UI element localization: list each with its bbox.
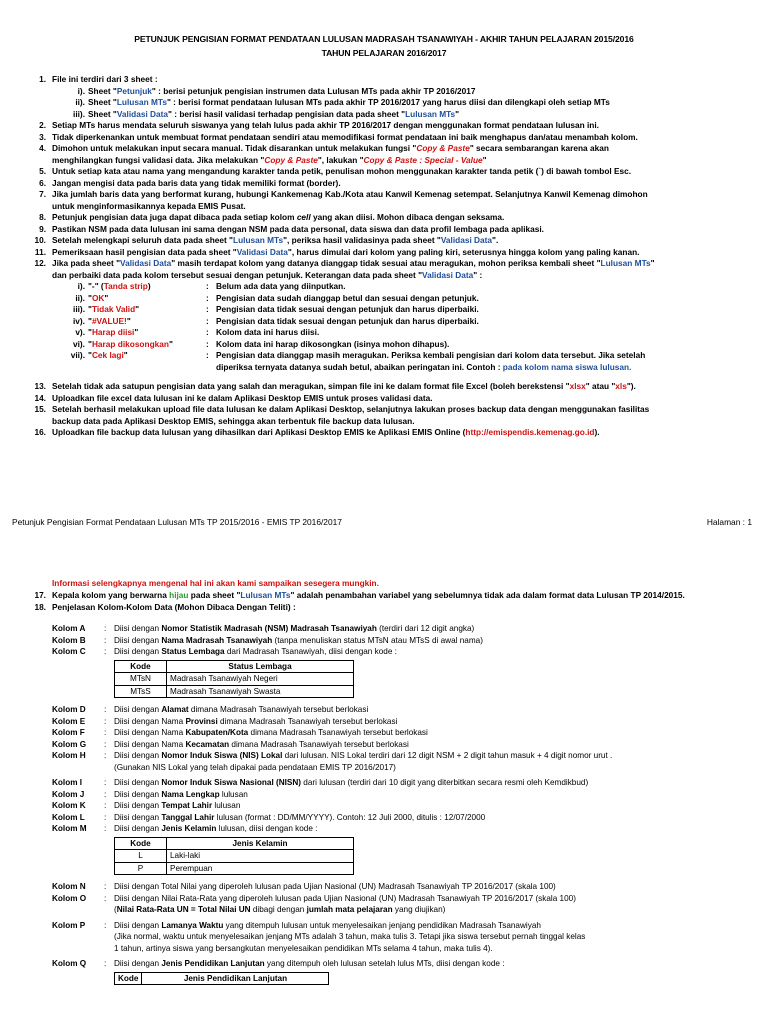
column-row: Kolom I : Diisi dengan Nomor Induk Siswa Nasional (NISN) dari lulusan (terdiri dari 10 digit yang diterbitkan secara resmi oleh Kemdikbud)	[52, 778, 589, 787]
column-row: Kolom G : Diisi dengan Nama Kecamatan dimana Madrasah Tsanawiyah tersebut berlokasi	[52, 739, 409, 749]
list-item: 8. Petunjuk pengisian data juga dapat dibaca pada setiap kolom cell yang akan diisi. Mohon dibaca dengan seksama.	[39, 212, 505, 222]
list-item: 3. Tidak diperkenankan untuk membuat format pendataan sendiri atau memodifikasi format pendataan ini baik menghapus dan/atau menambah kolom.	[39, 131, 638, 142]
validation-note: ii). "OK" : Pengisian data sudah dianggap betul dan sesuai dengan petunjuk.	[75, 292, 479, 303]
list-item: 18. Penjelasan Kolom-Kolom Data (Mohon Dibaca Dengan Teliti) :	[34, 601, 296, 612]
list-item: 10. Setelah melengkapi seluruh data pada sheet "Lulusan MTs", periksa hasil validasinya pada sheet "Validasi Data".	[34, 235, 499, 245]
list-item: 7. Jika jumlah baris data yang berformat kurang, hubungi Kankemenag Kab./Kota atau Kanwil Kemenag setempat. Selanjutnya Kanwil Kemenag dimohon untuk menginformasikannya kepada EMIS Pusat.	[39, 189, 648, 211]
column-row: Kolom F : Diisi dengan Nama Kabupaten/Kota dimana Madrasah Tsanawiyah tersebut berlokasi	[52, 728, 428, 737]
sub-item: i). Sheet "Petunjuk" : berisi petunjuk pengisian instrumen data Lulusan MTs pada akhir TP 2016/2017	[77, 85, 476, 96]
column-row: Kolom H : Diisi dengan Nomor Induk Siswa (NIS) Lokal dari lulusan. NIS Lokal terdiri dari 12 digit NSM + 2 digit tahun masuk + 4 digit nomor urut . (Gunakan NIS Lokal yang telah dipakai pada pendataan EMIS TP 2016/2017)	[52, 751, 613, 772]
list-item: 5. Untuk setiap kata atau nama yang mengandung karakter tanda petik, penulisan mohon menggunakan karakter tanda petik (`) di bawah tombol Esc.	[39, 166, 632, 176]
validation-note: iv). "#VALUE!" : Pengisian data tidak sesuai dengan petunjuk dan harus diperbaiki.	[73, 315, 479, 326]
emis-online-link[interactable]: http://emispendis.kemenag.go.id	[465, 427, 595, 437]
list-item: 12. Jika pada sheet "Validasi Data" masih terdapat kolom yang datanya dianggap tidak sesuai atau meragukan, mohon periksa kembali sheet "Lulusan MTs" dan perbaiki data pada kolom tersebut sesuai dengan petunjuk. Keterangan data pada sheet "Validasi Data" :	[34, 258, 655, 280]
column-row: Kolom C : Diisi dengan Status Lembaga dari Madrasah Tsanawiyah, diisi dengan kode :	[52, 647, 397, 656]
list-item: 1. File ini terdiri dari 3 sheet :	[39, 74, 158, 84]
footer-page-number: Halaman : 1	[706, 517, 752, 527]
column-row: Kolom E : Diisi dengan Nama Provinsi dimana Madrasah Tsanawiyah tersebut berlokasi	[52, 716, 398, 726]
status-lembaga-table: Kode Status Lembaga MTsN Madrasah Tsanawiyah Negeri MTsS Madrasah Tsanawiyah Swasta	[114, 660, 354, 699]
table-row: MTsN Madrasah Tsanawiyah Negeri	[115, 673, 354, 686]
list-item: 13. Setelah tidak ada satupun pengisian data yang salah dan meragukan, simpan file ini ke dalam format file Excel (boleh berekstensi "xlsx" atau "xls").	[34, 381, 636, 391]
footer-document-label: Petunjuk Pengisian Format Pendataan Lulusan MTs TP 2015/2016 - EMIS TP 2016/2017	[12, 517, 342, 527]
pendidikan-lanjutan-table: Kode Jenis Pendidikan Lanjutan	[114, 972, 329, 986]
column-row: Kolom M : Diisi dengan Jenis Kelamin lulusan, diisi dengan kode :	[52, 824, 318, 833]
info-notice: Informasi selengkapnya mengenal hal ini akan kami sampaikan sesegera mungkin.	[52, 578, 379, 588]
validation-note: iii). "Tidak Valid" : Pengisian data tidak sesuai dengan petunjuk dan harus diperbaiki.	[73, 304, 479, 314]
list-item: 15. Setelah berhasil melakukan upload file data lulusan ke dalam Aplikasi Desktop, selanjutnya lakukan proses backup data dengan menggunakan fasilitas backup data pada Aplikasi Desktop EMIS, sehingga akan terbentuk file backup data lulusan.	[34, 404, 650, 426]
jenis-kelamin-table: Kode Jenis Kelamin L Laki-laki P Perempuan	[114, 837, 354, 876]
list-item: 4. Dimohon untuk melakukan input secara manual. Tidak disarankan untuk melakukan fungsi "Copy & Paste" secara sembarangan karena akan menghilangkan fungsi validasi data. Jika melakukan "Copy & Paste", lakukan "Copy & Paste : Special - Value"	[39, 143, 609, 165]
column-descriptions	[52, 623, 752, 991]
list-item: 14. Uploadkan file excel data lulusan ini ke dalam Aplikasi Desktop EMIS untuk proses validasi data.	[34, 392, 433, 403]
validation-note: i). "-" (Tanda strip) : Belum ada data yang diinputkan.	[77, 281, 346, 291]
column-row: Kolom K : Diisi dengan Tempat Lahir lulusan	[52, 801, 241, 810]
column-row: Kolom N : Diisi dengan Total Nilai yang diperoleh lulusan pada Ujian Nasional (UN) Madrasah Tsanawiyah TP 2016/2017 (skala 100)	[52, 882, 556, 891]
column-row: Kolom Q : Diisi dengan Jenis Pendidikan Lanjutan yang ditempuh oleh lulusan setelah lulus MTs, diisi dengan kode :	[52, 959, 505, 968]
column-row: Kolom P : Diisi dengan Lamanya Waktu yang ditempuh lulusan untuk menyelesaikan jenjang pendidikan Madrasah Tsanawiyah (Jika normal, waktu untuk menyelesaikan jenjang MTs adalah 3 tahun, maka tulis 3. Tetapi jika siswa tersebut pernah tinggal kelas 1 tahun, artinya siswa yang bersangkutan menyelesaikan pendidikan MTs selama 4 tahun, maka tulis 4).	[52, 920, 586, 953]
instruction-list-continued	[22, 590, 742, 613]
column-row: Kolom O : Diisi dengan Nilai Rata-Rata yang diperoleh lulusan pada Ujian Nasional (UN) Madrasah Tsanawiyah TP 2016/2017 (skala 100) (Nilai Rata-Rata UN = Total Nilai UN dibagi dengan jumlah mata pelajaran yang diujikan)	[52, 893, 576, 914]
document-subtitle: TAHUN PELAJARAN 2016/2017	[321, 48, 447, 58]
list-item: 11. Pemeriksaan hasil pengisian data pada sheet "Validasi Data", harus dimulai dari kolom yang paling kiri, seterusnya hingga kolom yang paling kanan.	[34, 246, 640, 257]
column-row: Kolom D : Diisi dengan Alamat dimana Madrasah Tsanawiyah tersebut berlokasi	[52, 705, 369, 714]
list-item: 9. Pastikan NSM pada data lulusan ini sama dengan NSM pada data personal, data siswa dan data profil lembaga pada aplikasi.	[39, 223, 544, 234]
column-row: Kolom L : Diisi dengan Tanggal Lahir lulusan (format : DD/MM/YYYY). Contoh: 12 Juli 2000, ditulis : 12/07/2000	[52, 812, 486, 822]
list-item: 17. Kepala kolom yang berwarna hijau pada sheet "Lulusan MTs" adalah penambahan variabel yang sebelumnya tidak ada dalam format data Lulusan TP 2014/2015.	[34, 590, 685, 600]
validation-note: vi). "Harap dikosongkan" : Kolom data ini harap dikosongkan (isinya mohon dihapus).	[73, 338, 450, 349]
validation-note: vii). "Cek lagi" : Pengisian data dianggap masih meragukan. Periksa kembali pengisian dari kolom data tersebut. Jika setelah diperiksa ternyata datanya sudah betul, abaikan peringatan ini. Contoh : pada kolom nama siswa lulusan.	[70, 350, 646, 372]
list-item: 6. Jangan mengisi data pada baris data yang tidak memiliki format (border).	[39, 177, 341, 188]
document-title: PETUNJUK PENGISIAN FORMAT PENDATAAN LULUSAN MADRASAH TSANAWIYAH - AKHIR TAHUN PELAJARAN 2015/2016	[134, 34, 634, 44]
instruction-list	[22, 74, 742, 439]
list-item: 2. Setiap MTs harus mendata seluruh siswanya yang telah lulus pada akhir TP 2016/2017 dengan menggunakan format pendataan lulusan ini.	[39, 120, 599, 130]
table-row: MTsS Madrasah Tsanawiyah Swasta	[115, 685, 354, 698]
column-row: Kolom B : Diisi dengan Nama Madrasah Tsanawiyah (tanpa menuliskan status MTsN atau MTsS di awal nama)	[52, 635, 483, 645]
table-row: L Laki-laki	[115, 850, 354, 863]
sub-item: ii). Sheet "Lulusan MTs" : berisi format pendataan lulusan MTs pada akhir TP 2016/2017 yang harus diisi dan dilengkapi oleh setiap MTs	[75, 97, 610, 107]
validation-note: v). "Harap diisi" : Kolom data ini harus diisi.	[75, 327, 320, 337]
column-row: Kolom A : Diisi dengan Nomor Statistik Madrasah (NSM) Madrasah Tsanawiyah (terdiri dari 12 digit angka)	[52, 624, 475, 633]
table-row: P Perempuan	[115, 862, 354, 875]
list-item: 16. Uploadkan file backup data lulusan yang dihasilkan dari Aplikasi Desktop EMIS ke Aplikasi EMIS Online (http://emispendis.kemenag.go.id).	[34, 427, 600, 437]
column-row: Kolom J : Diisi dengan Nama Lengkap lulusan	[52, 789, 248, 799]
sub-item: iii). Sheet "Validasi Data" : berisi hasil validasi terhadap pengisian data pada sheet "Lulusan MTs"	[73, 108, 460, 119]
